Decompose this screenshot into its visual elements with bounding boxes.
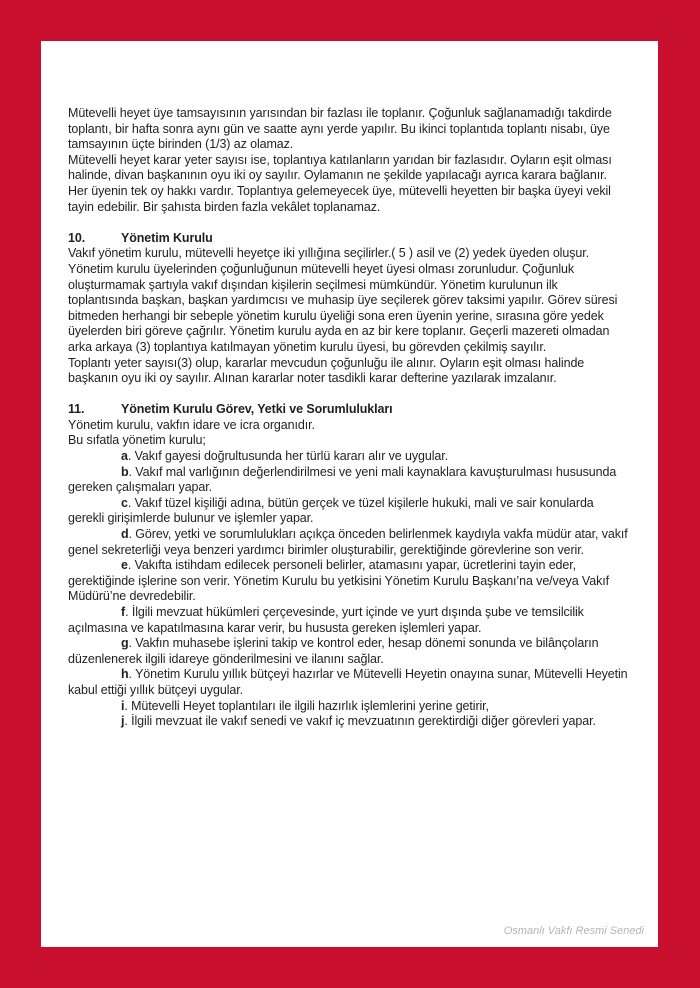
list-item xyxy=(68,558,630,605)
section-title: Yönetim Kurulu Görev, Yetki ve Sorumlulukları xyxy=(121,402,393,417)
item-text: . İlgili mevzuat hükümleri çerçevesinde, yurt içinde ve yurt dışında şube ve temsilcilik açılmasına ve kapatılmasına karar verir, bu hususta gereken işlemleri yapar. xyxy=(68,605,584,635)
section-number: 11. xyxy=(68,402,85,417)
list-item xyxy=(68,496,630,527)
item-text: . Vakıf tüzel kişiliği adına, bütün gerçek ve tüzel kişilerle hukuki, mali ve sair konularda gerekli girişimlerde bulunur ve işlemler yapar. xyxy=(68,495,594,526)
section-number: 10. xyxy=(68,230,86,245)
item-text: . Vakfın muhasebe işlerini takip ve kontrol eder, hesap dönemi sonunda ve bilânçoların düzenlenerek ilgili idareye gönderilmesini ve ilanını sağlar. xyxy=(68,636,599,666)
item-text: . Mütevelli Heyet toplantıları ile ilgili hazırlık işlemlerini yerine getirir, xyxy=(124,698,489,713)
item-letter: e xyxy=(121,558,128,573)
item-text: . İlgili mevzuat ile vakıf senedi ve vakıf iç mevzuatının gerektirdiği diğer görevleri yapar. xyxy=(124,714,596,729)
item-text: . Vakıf gayesi doğrultusunda her türlü kararı alır ve uygular. xyxy=(127,449,448,464)
item-letter: j xyxy=(121,714,125,729)
item-letter: i xyxy=(121,698,125,713)
section-title: Yönetim Kurulu xyxy=(121,230,213,245)
item-text: . Görev, yetki ve sorumlulukları açıkça önceden belirlenmek kaydıyla vakfa müdür atar, vakıf genel sekreterliği veya benzeri yardımcı birimler oluşturabilir, gerektiğinde görevlerine son verir. xyxy=(68,527,628,557)
section-10-paragraph-2: Toplantı yeter sayısı(3) olup, kararlar mevcudun çoğunluğu ile alınır. Oyların eşit olması halinde başkanın oyu iki oy sayılır. Alınan kararlar noter tasdikli karar defterine yazılarak imzalanır. xyxy=(68,355,585,386)
item-letter: h xyxy=(121,667,129,682)
item-text: . Vakıfta istihdam edilecek personeli belirler, atamasını yapar, ücretlerini tayin eder, gerektiğinde işlerine son verir. Yönetim Kurulu bu yetkisini Yönetim Kurulu Başkanı’na ve/veya Vakıf Müdürü’ne devredebilir. xyxy=(68,558,609,604)
section-11-intro-1: Yönetim kurulu, vakfın idare ve icra organıdır. xyxy=(68,417,315,432)
item-letter: b xyxy=(121,464,129,479)
paragraph-voting: Mütevelli heyet karar yeter sayısı ise, toplantıya katılanların yarıdan bir fazlasıdır. Oyların eşit olması halinde, divan başkanının oyu iki oy sayılır. Oylamanın ne şekilde yapılacağı ayrıca karara bağlanır. Her üyenin tek oy hakkı vardır. Toplantıya gelemeyecek üye, mütevelli heyetten bir başka üyeyi vekil tayin edebilir. Bir şahısta birden fazla vekâlet toplanamaz. xyxy=(68,152,612,214)
section-heading-11 xyxy=(68,402,630,418)
paragraph-quorum: Mütevelli heyet üye tamsayısının yarısından bir fazlası ile toplanır. Çoğunluk sağlanamadığı takdirde toplantı, bir hafta sonra aynı gün ve saatte aynı yerde yapılır. Bu ikinci toplantıda toplantı nisabı, üye tamsayının üçte birinden (1/3) az olamaz. xyxy=(68,106,612,152)
document-footer: Osmanlı Vakfı Resmi Senedi xyxy=(503,925,644,937)
list-item xyxy=(68,605,630,636)
item-letter: f xyxy=(121,605,126,619)
item-letter: c xyxy=(121,495,128,510)
document-page xyxy=(41,41,658,947)
item-text: . Vakıf mal varlığının değerlendirilmesi ve yeni mali kaynaklara kavuşturulması hususunda gereken çalışmaları yapar. xyxy=(68,464,617,495)
list-item xyxy=(68,465,630,496)
section-11-intro-2: Bu sıfatla yönetim kurulu; xyxy=(68,433,206,448)
item-letter: d xyxy=(121,527,129,542)
item-letter: g xyxy=(121,636,129,651)
section-heading-10 xyxy=(68,231,630,247)
item-text: . Yönetim Kurulu yıllık bütçeyi hazırlar ve Mütevelli Heyetin onayına sunar, Mütevelli Heyetin kabul ettiği yıllık bütçeyi uygular. xyxy=(68,667,628,697)
list-item xyxy=(68,699,630,715)
document-body xyxy=(68,106,630,730)
list-item xyxy=(68,449,630,465)
list-item xyxy=(68,636,630,667)
item-letter: a xyxy=(121,449,128,464)
list-item xyxy=(68,667,630,698)
list-item xyxy=(68,714,630,730)
section-10-paragraph-1: Vakıf yönetim kurulu, mütevelli heyetçe iki yıllığına seçilirler.( 5 ) asil ve (2) yedek üyeden oluşur. Yönetim kurulu üyelerinden çoğunluğunun mütevelli heyet üyesi olması zorunludur. Çoğunluk oluşturmamak şartıyla vakıf dışından kişilerin seçilmesi mümkündür. Yönetim kurulunun ilk toplantısında başkan, başkan yardımcısı ve muhasip üye seçilerek görev taksimi yapılır. Görev süresi bitmeden herhangi bir sebeple yönetim kurulu üyeliği sona eren üyenin yerine, sırasına göre yedek üyelerden biri göreve çağrılır. Yönetim kurulu ayda en az bir kere toplanır. Geçerli mazereti olmadan arka arkaya (3) toplantıya katılmayan yönetim kurulu üyesi, bu görevden çekilmiş sayılır. xyxy=(68,246,618,354)
list-item xyxy=(68,527,630,558)
